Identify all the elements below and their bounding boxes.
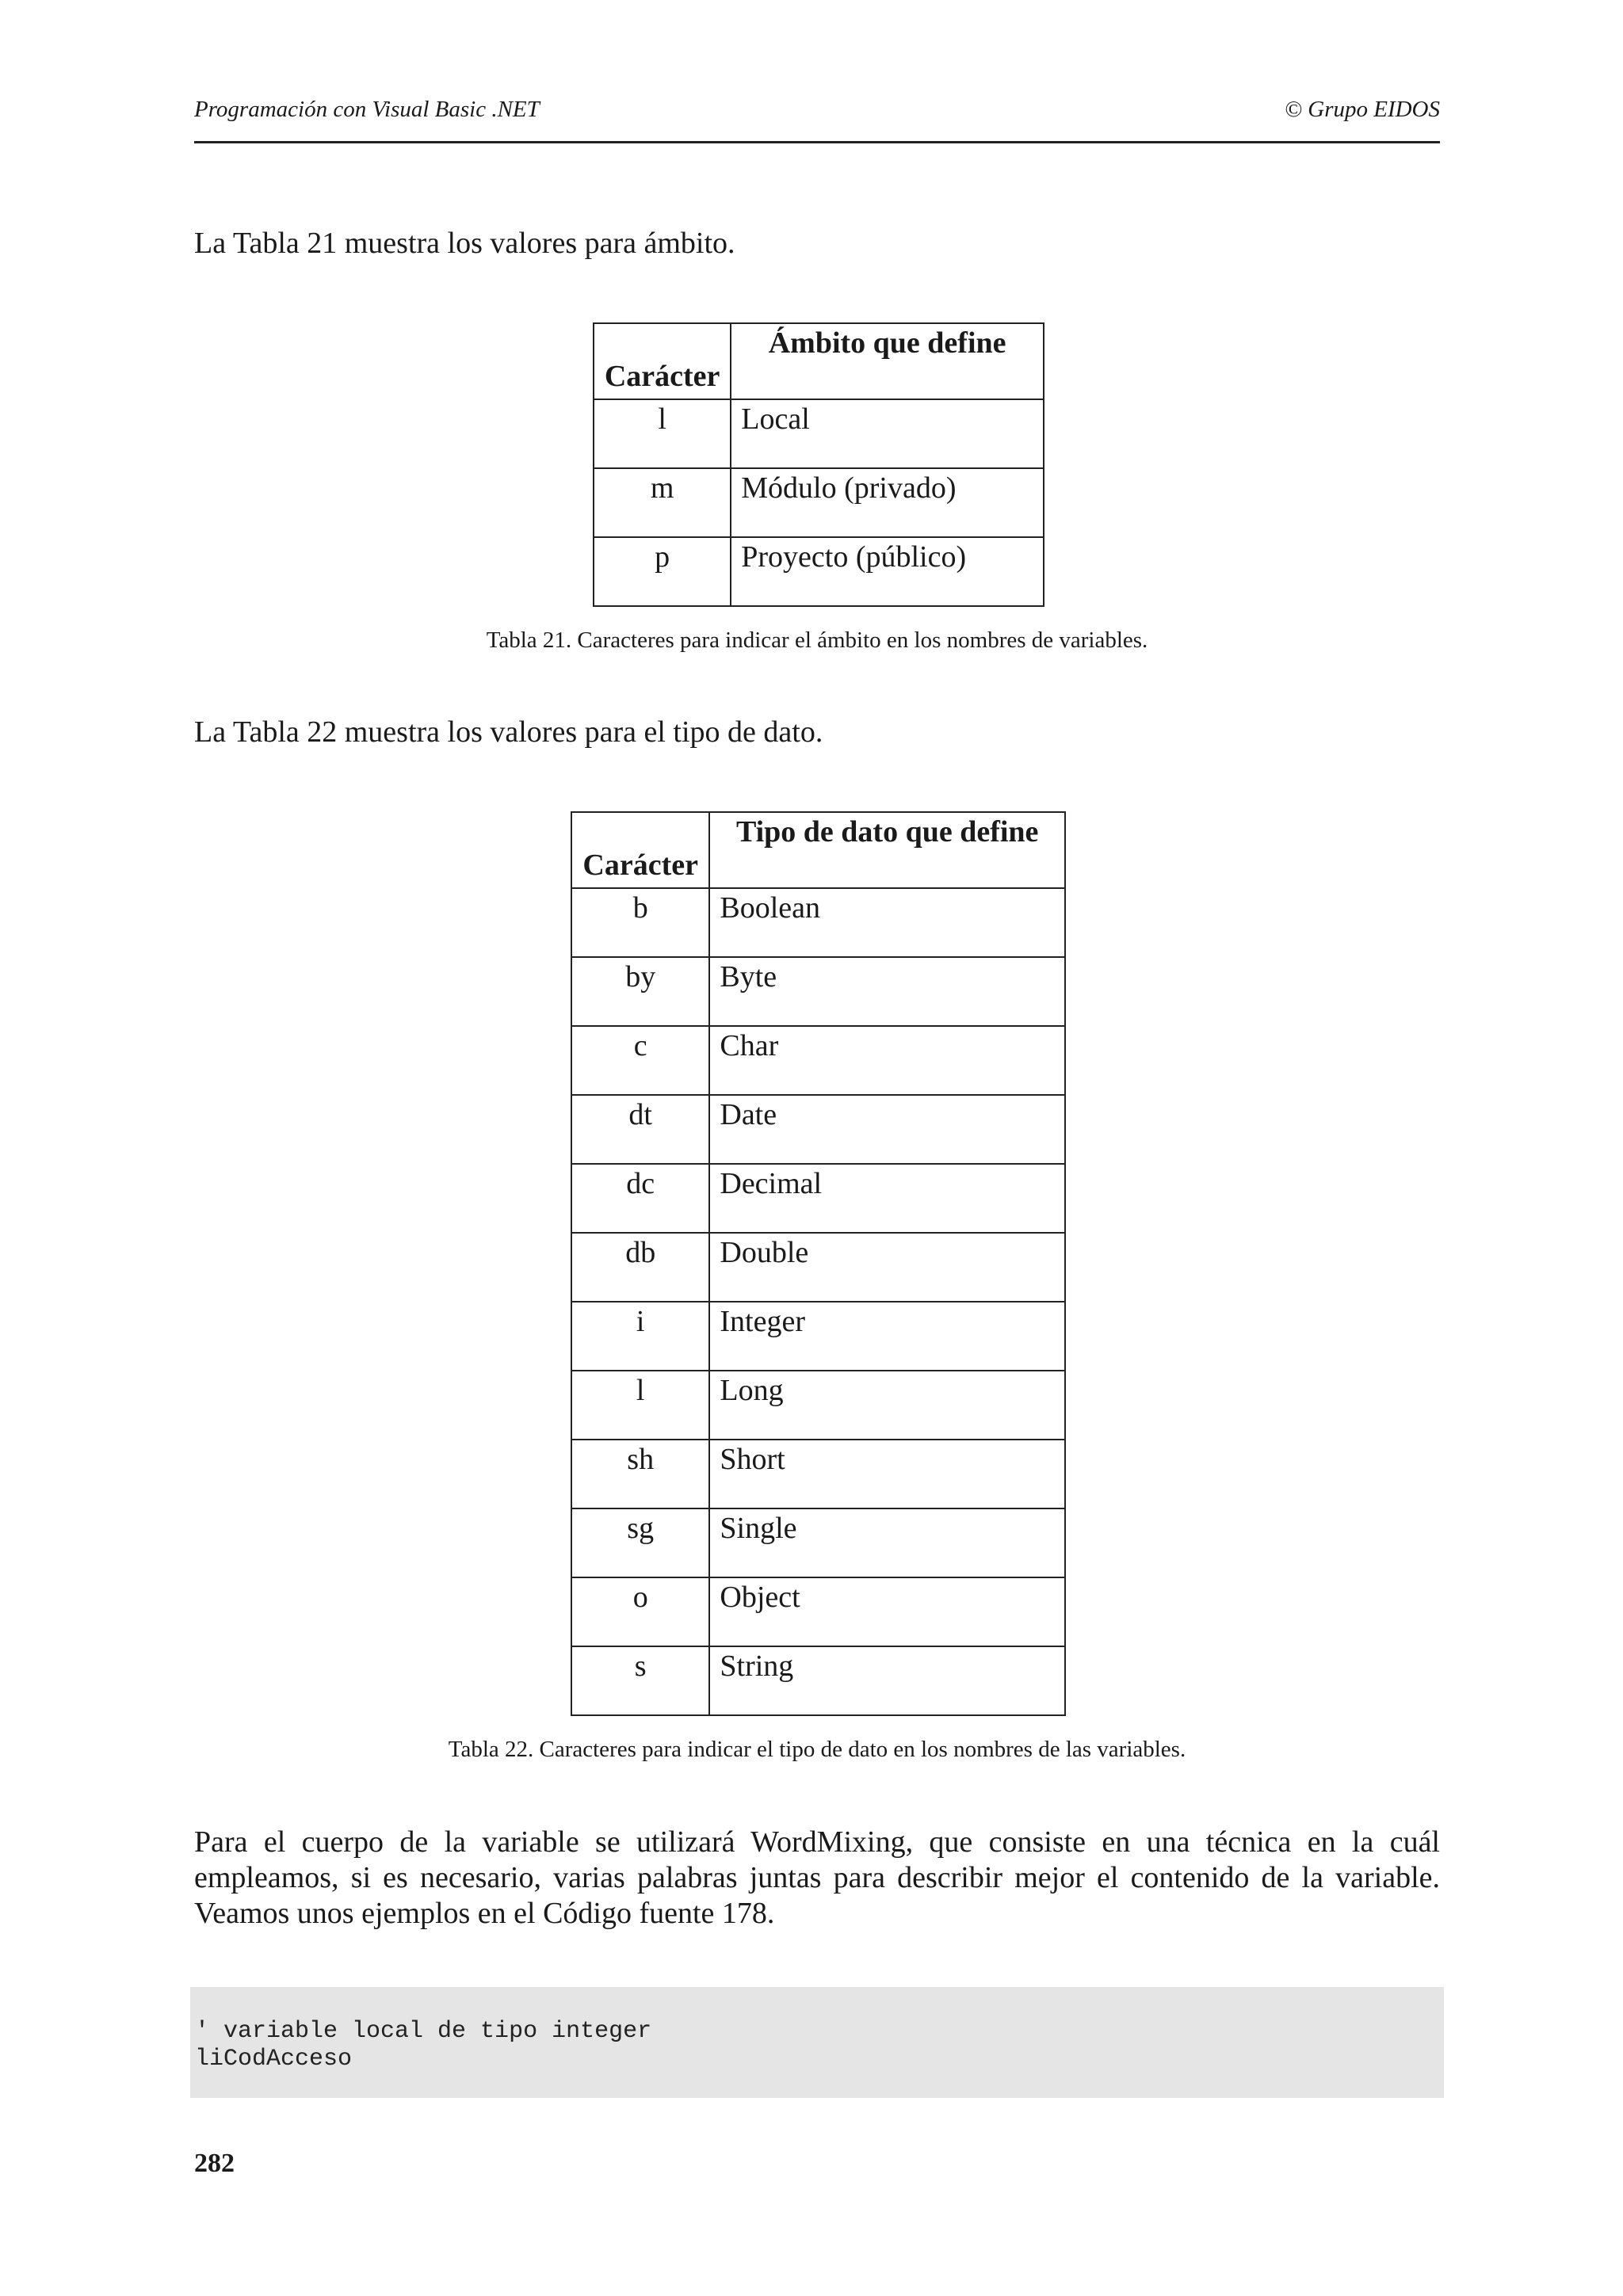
table-cell-char: s — [571, 1646, 709, 1715]
table-cell-char: l — [571, 1371, 709, 1440]
code-line: ' variable local de tipo integer — [195, 2018, 652, 2045]
table-cell-char: dt — [571, 1095, 709, 1164]
table-header-value: Tipo de dato que define — [709, 812, 1065, 888]
table-cell-value: Integer — [709, 1302, 1065, 1371]
table-row — [594, 468, 1044, 537]
table-header-row — [594, 323, 1044, 399]
table-cell-char: p — [594, 537, 731, 606]
table-row — [571, 1440, 1065, 1508]
table-row — [571, 957, 1065, 1026]
table-cell-char: db — [571, 1233, 709, 1302]
table-21-ambito — [593, 322, 1044, 607]
table-cell-value: Byte — [709, 957, 1065, 1026]
table-cell-value: String — [709, 1646, 1065, 1715]
table-row — [571, 1095, 1065, 1164]
table-row — [571, 888, 1065, 957]
table-21-caption: Tabla 21. Caracteres para indicar el ámbito en los nombres de variables. — [486, 627, 1148, 653]
table-header-char: Carácter — [594, 323, 731, 399]
table-22-caption: Tabla 22. Caracteres para indicar el tipo de dato en los nombres de las variables. — [448, 1737, 1186, 1762]
table-cell-char: by — [571, 957, 709, 1026]
table-cell-value: Módulo (privado) — [731, 468, 1044, 537]
page-header — [194, 93, 1440, 143]
table-row — [571, 1646, 1065, 1715]
table-header-value: Ámbito que define — [731, 323, 1044, 399]
table-header-char: Carácter — [571, 812, 709, 888]
page-number: 282 — [194, 2149, 235, 2178]
table-cell-char: i — [571, 1302, 709, 1371]
table-row — [594, 537, 1044, 606]
table-22-tipo-dato — [571, 811, 1066, 1716]
table-row — [571, 1577, 1065, 1646]
table-row — [571, 1371, 1065, 1440]
table-cell-value: Long — [709, 1371, 1065, 1440]
table-cell-char: sg — [571, 1508, 709, 1577]
header-book-title: Programación con Visual Basic .NET — [194, 97, 540, 122]
intro-ambito-paragraph: La Tabla 21 muestra los valores para ámbito. — [194, 227, 735, 260]
table-row — [571, 1508, 1065, 1577]
header-publisher: © Grupo EIDOS — [1284, 97, 1440, 122]
table-cell-value: Date — [709, 1095, 1065, 1164]
table-header-row — [571, 812, 1065, 888]
table-cell-value: Proyecto (público) — [731, 537, 1044, 606]
intro-tipo-paragraph: La Tabla 22 muestra los valores para el tipo de dato. — [194, 715, 823, 749]
table-cell-char: sh — [571, 1440, 709, 1508]
table-row — [571, 1302, 1065, 1371]
table-cell-value: Double — [709, 1233, 1065, 1302]
table-row — [594, 399, 1044, 468]
code-block — [190, 1987, 1444, 2098]
table-cell-value: Decimal — [709, 1164, 1065, 1233]
table-cell-char: m — [594, 468, 731, 537]
table-cell-value: Object — [709, 1577, 1065, 1646]
body-paragraph: Para el cuerpo de la variable se utilizará WordMixing, que consiste en una técnica en la cuál empleamos, si es necesario, varias palabras juntas para describir mejor el contenido de la variable. Veamos unos ejemplos en el Código fuente 178. — [194, 1825, 1440, 1930]
table-cell-char: l — [594, 399, 731, 468]
table-row — [571, 1233, 1065, 1302]
table-cell-value: Short — [709, 1440, 1065, 1508]
table-cell-char: b — [571, 888, 709, 957]
table-cell-char: c — [571, 1026, 709, 1095]
table-row — [571, 1164, 1065, 1233]
table-row — [571, 1026, 1065, 1095]
table-cell-value: Char — [709, 1026, 1065, 1095]
code-line: liCodAcceso — [195, 2046, 353, 2073]
table-cell-value: Single — [709, 1508, 1065, 1577]
table-cell-value: Boolean — [709, 888, 1065, 957]
table-cell-value: Local — [731, 399, 1044, 468]
table-cell-char: dc — [571, 1164, 709, 1233]
table-cell-char: o — [571, 1577, 709, 1646]
